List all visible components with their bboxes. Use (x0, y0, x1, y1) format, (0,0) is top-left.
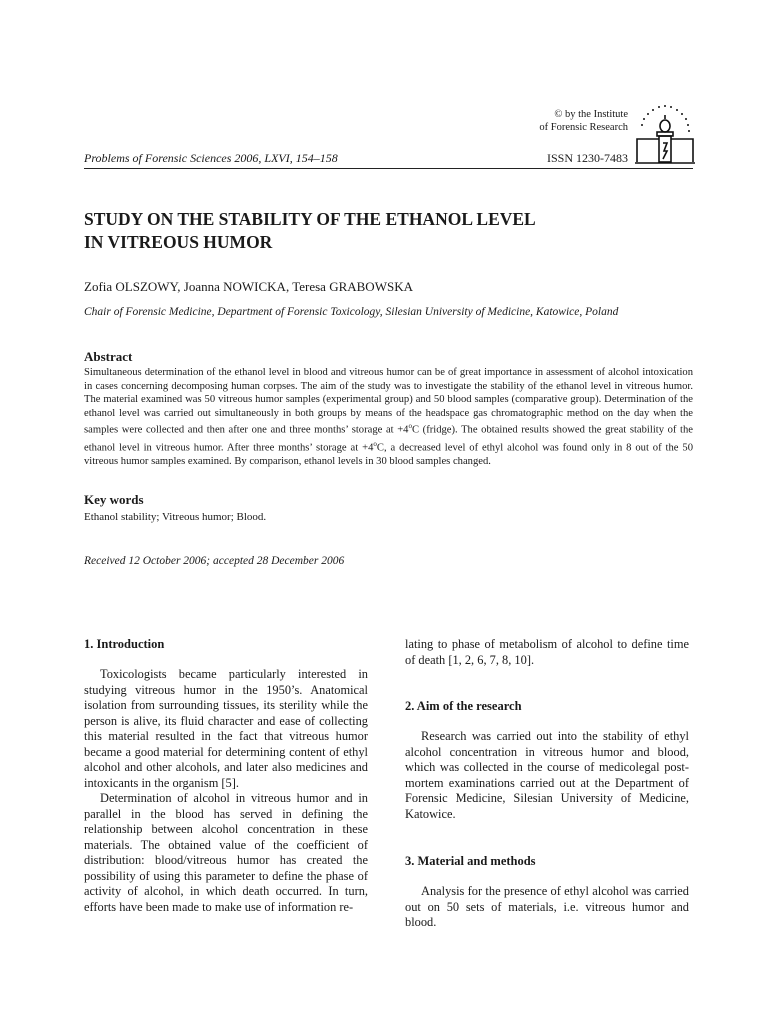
material-methods-body (405, 884, 689, 931)
header-divider (84, 168, 693, 169)
aim-body (405, 729, 689, 822)
aim-paragraph-1: Research was carried out into the stability of ethyl alcohol concentration in vitreous humor and blood, which was collected in the course of medicolegal post-mortem examinations carried out at the Department of Forensic Medicine, Silesian University of Medicine, Katowice. (405, 729, 689, 821)
material-methods-heading: 3. Material and methods (405, 854, 536, 868)
introduction-heading: 1. Introduction (84, 637, 165, 651)
affiliation: Chair of Forensic Medicine, Department of Forensic Toxicology, Silesian University of Medicine, Katowice, Poland (84, 306, 619, 318)
introduction-body (84, 667, 368, 915)
introduction-paragraph-2: Determination of alcohol in vitreous humor and in parallel in the blood has served in defining the relationship between alcohol concentration in these materials. The obtained value of the coefficient of distribution: blood/vitreous humor has created the possibility of using this parameter to define the phase of activity of alcohol, in which death occurred. In turn, efforts have been made to make use of information re- (84, 791, 368, 914)
author-list: Zofia OLSZOWY, Joanna NOWICKA, Teresa GRABOWSKA (84, 279, 413, 294)
introduction-continuation (405, 637, 689, 668)
degree-sign-2: o (373, 439, 377, 448)
degree-sign-1: o (408, 422, 412, 431)
abstract-part-3: C, a decreased level of ethyl alcohol was found only in 8 out of the 50 vitreous humor samples examined. By comparison, ethanol levels in 30 blood samples changed. (84, 442, 693, 467)
issn-number: ISSN 1230-7483 (546, 151, 628, 165)
introduction-paragraph-1: Toxicologists became particularly interested in studying vitreous humor in the 1950’s. Anatomical isolation from surrounding tissues, its sterility while the person is alive, its fluid character and ease of collecting this material resulted in the fact that vitreous humor became a good material for determining content of ethyl alcohol and other alcohols, and later also medicines and intoxicants in the organism [5]. (84, 667, 368, 790)
aim-heading: 2. Aim of the research (405, 699, 522, 713)
journal-citation: Problems of Forensic Sciences 2006, LXVI, 154–158 (84, 151, 338, 165)
introduction-paragraph-2-cont: lating to phase of metabolism of alcohol to define time of death [1, 2, 6, 7, 8, 10]. (405, 637, 689, 667)
title-line-2: IN VITREOUS HUMOR (84, 232, 273, 252)
material-paragraph-1: Analysis for the presence of ethyl alcohol was carried out on 50 sets of materials, i.e. vitreous humor and blood. (405, 884, 689, 929)
abstract-heading: Abstract (84, 349, 133, 364)
received-dates: Received 12 October 2006; accepted 28 December 2006 (84, 555, 345, 567)
institute-logo-icon (634, 101, 696, 167)
article-title (84, 208, 644, 254)
keywords-text: Ethanol stability; Vitreous humor; Blood. (84, 511, 267, 523)
copyright-line-1: © by the Institute (554, 109, 628, 120)
abstract-part-1: Simultaneous determination of the ethanol level in blood and vitreous humor can be of great importance in assessment of alcohol intoxication in cases concerning decomposing human corpses. The aim of the study was to investigate the stability of the ethanol level in vitreous humor. The material examined was 50 vitreous humor samples (experimental group) and 50 blood samples (comparative group). Determination of the ethanol level was carried out simultaneously in both groups by means of the headspace gas chromatographic method on the day when the samples were collected and then after one and three months’ storage at +4 (84, 367, 693, 436)
abstract-text (84, 366, 693, 468)
abstract-part-2: C (fridge). The obtained results showed the great stability of the ethanol level in vitreous humor. After three months’ storage at +4 (84, 424, 693, 454)
copyright-notice (539, 108, 628, 134)
title-line-1: STUDY ON THE STABILITY OF THE ETHANOL LEVEL (84, 209, 536, 229)
copyright-line-2: of Forensic Research (539, 122, 628, 133)
keywords-heading: Key words (84, 492, 144, 507)
